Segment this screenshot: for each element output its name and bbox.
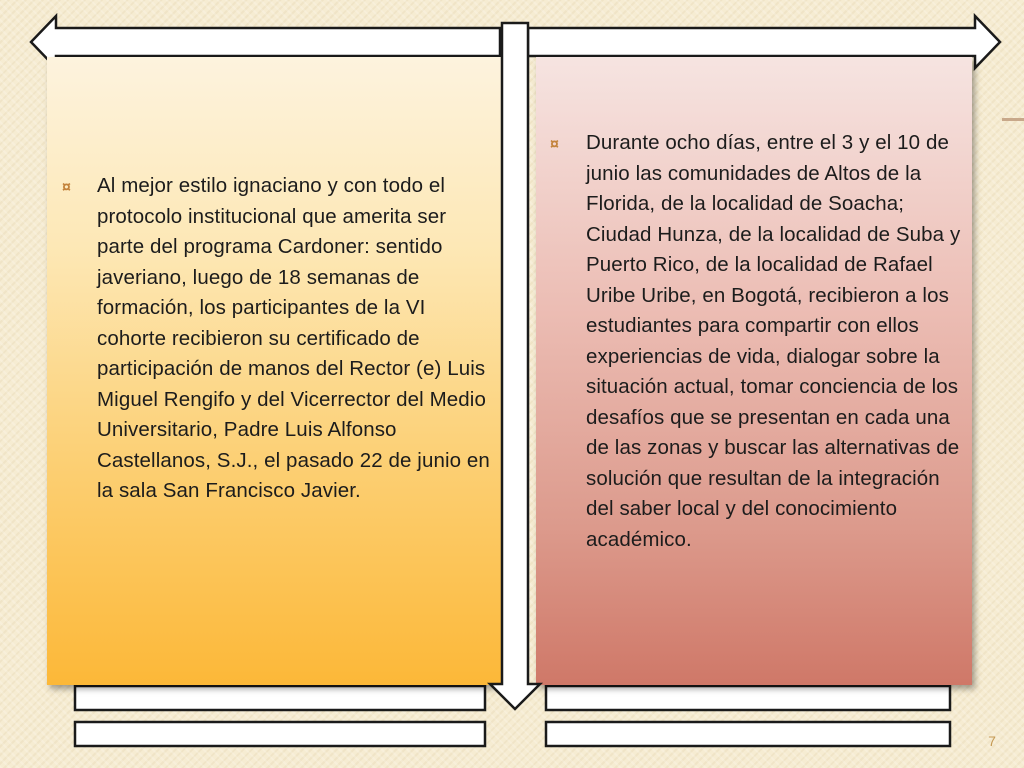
page-number: 7: [988, 733, 996, 749]
bottom-box-right-1: [546, 686, 950, 710]
bottom-box-right-2: [546, 722, 950, 746]
x-bullet-icon: ¤: [62, 179, 71, 196]
bottom-box-left-2: [75, 722, 485, 746]
left-panel-text: Al mejor estilo ignaciano y con todo el protocolo institucional que amerita ser parte del programa Cardoner: sentido javeriano, luego de 18 semanas de formación, los participantes de la VI cohorte recibieron su certificado de participación de manos del Rector (e) Luis Miguel Rengifo y del Vicerrector del Medio Universitario, Padre Luis Alfonso Castellanos, S.J., el pasado 22 de junio en la sala San Francisco Javier.: [97, 174, 490, 502]
x-bullet-icon: ¤: [550, 136, 559, 153]
right-panel-text: Durante ocho días, entre el 3 y el 10 de junio las comunidades de Altos de la Florida, de la localidad de Soacha; Ciudad Hunza, de la localidad de Suba y Puerto Rico, de la localidad de Rafael Uribe Uribe, en Bogotá, recibieron a los estudiantes para compartir con ellos experiencias de vida, dialogar sobre la situación actual, tomar conciencia de los desafíos que se presentan en cada una de las zonas y buscar las alternativas de solución que resultan de la integración del saber local y del conocimiento académico.: [586, 131, 961, 551]
bottom-box-left-1: [75, 686, 485, 710]
